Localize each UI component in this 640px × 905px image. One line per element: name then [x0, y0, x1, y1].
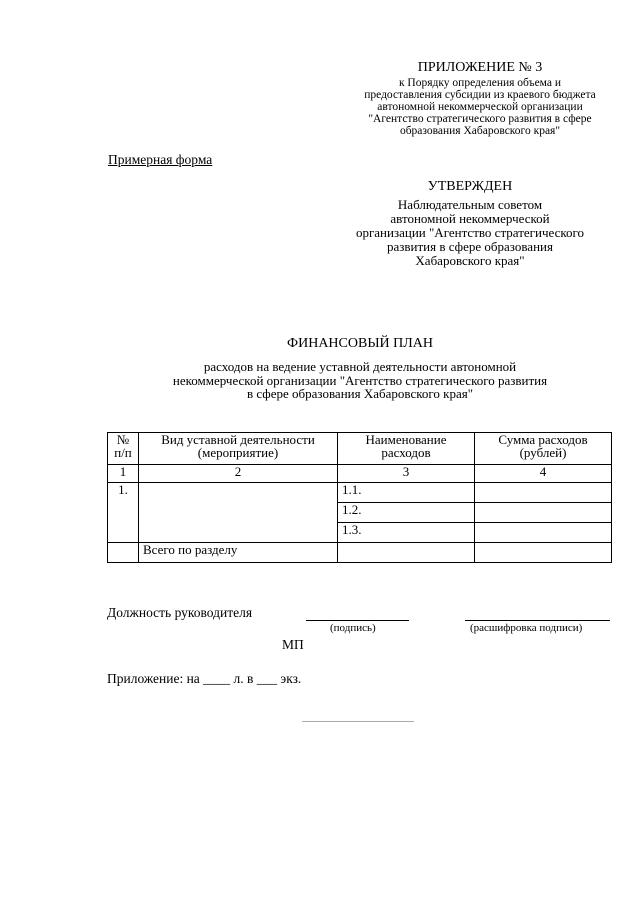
column-number: 2 [139, 465, 338, 483]
table-header-row [108, 433, 612, 465]
appendix-title: ПРИЛОЖЕНИЕ № 3 [417, 60, 543, 75]
subtitle-line: расходов на ведение уставной деятельности автономной [203, 359, 517, 374]
appendix-line: к Порядку определения объема и [398, 77, 562, 89]
approved-line: Наблюдательным советом [397, 197, 543, 212]
subtitle-line: в сфере образования Хабаровского края" [246, 386, 473, 401]
column-number-row [108, 465, 612, 483]
header-expense-name: Наименование расходов [338, 433, 475, 465]
attachment-line: Приложение: на ____ л. в ___ экз. [107, 671, 302, 686]
decode-line [465, 620, 610, 621]
signature-caption: (подпись) [330, 622, 376, 634]
column-number: 1 [108, 465, 139, 483]
signature-line [306, 620, 409, 621]
appendix-line: "Агентство стратегического развития в сфере [368, 113, 592, 125]
header-expense-sum: Сумма расходов (рублей) [475, 433, 612, 465]
column-number: 4 [475, 465, 612, 483]
sum-cell [475, 483, 612, 503]
sub-item-cell: 1.2. [338, 503, 475, 523]
approved-line: развития в сфере образования [387, 239, 553, 254]
subtitle-line: некоммерческой организации "Агентство стратегического развития [172, 372, 548, 388]
column-number: 3 [338, 465, 475, 483]
approved-title: УТВЕРЖДЕН [427, 179, 513, 194]
plan-title: ФИНАНСОВЫЙ ПЛАН [287, 336, 433, 351]
total-name-cell [338, 543, 475, 563]
total-sum-cell [475, 543, 612, 563]
sub-item-cell: 1.1. [338, 483, 475, 503]
activity-cell [139, 483, 338, 543]
approved-block [340, 179, 600, 268]
appendix-line: образования Хабаровского края" [399, 125, 561, 137]
form-label: Примерная форма [108, 152, 213, 167]
header-activity: Вид уставной деятельности (мероприятие) [139, 433, 338, 465]
total-row [108, 543, 612, 563]
approved-line: организации "Агентство стратегического [355, 225, 585, 240]
sum-cell [475, 523, 612, 543]
separator-line [302, 721, 414, 722]
financial-plan-table [107, 432, 612, 563]
plan-subtitle [120, 360, 600, 401]
total-number-cell [108, 543, 139, 563]
header-number: № п/п [108, 433, 139, 465]
sub-item-cell: 1.3. [338, 523, 475, 543]
approved-line: автономной некоммерческой [390, 211, 550, 226]
decode-caption: (расшифровка подписи) [470, 622, 583, 634]
appendix-block [330, 60, 630, 137]
sum-cell [475, 503, 612, 523]
stamp-label: МП [282, 637, 304, 652]
total-label: Всего по разделу [139, 543, 338, 563]
appendix-line: предоставления субсидии из краевого бюджета [364, 89, 596, 101]
signature-label: Должность руководителя [107, 605, 253, 620]
approved-line: Хабаровского края" [415, 253, 525, 268]
appendix-line: автономной некоммерческой организации [377, 101, 583, 113]
row-number: 1. [108, 483, 139, 543]
table-row [108, 483, 612, 503]
